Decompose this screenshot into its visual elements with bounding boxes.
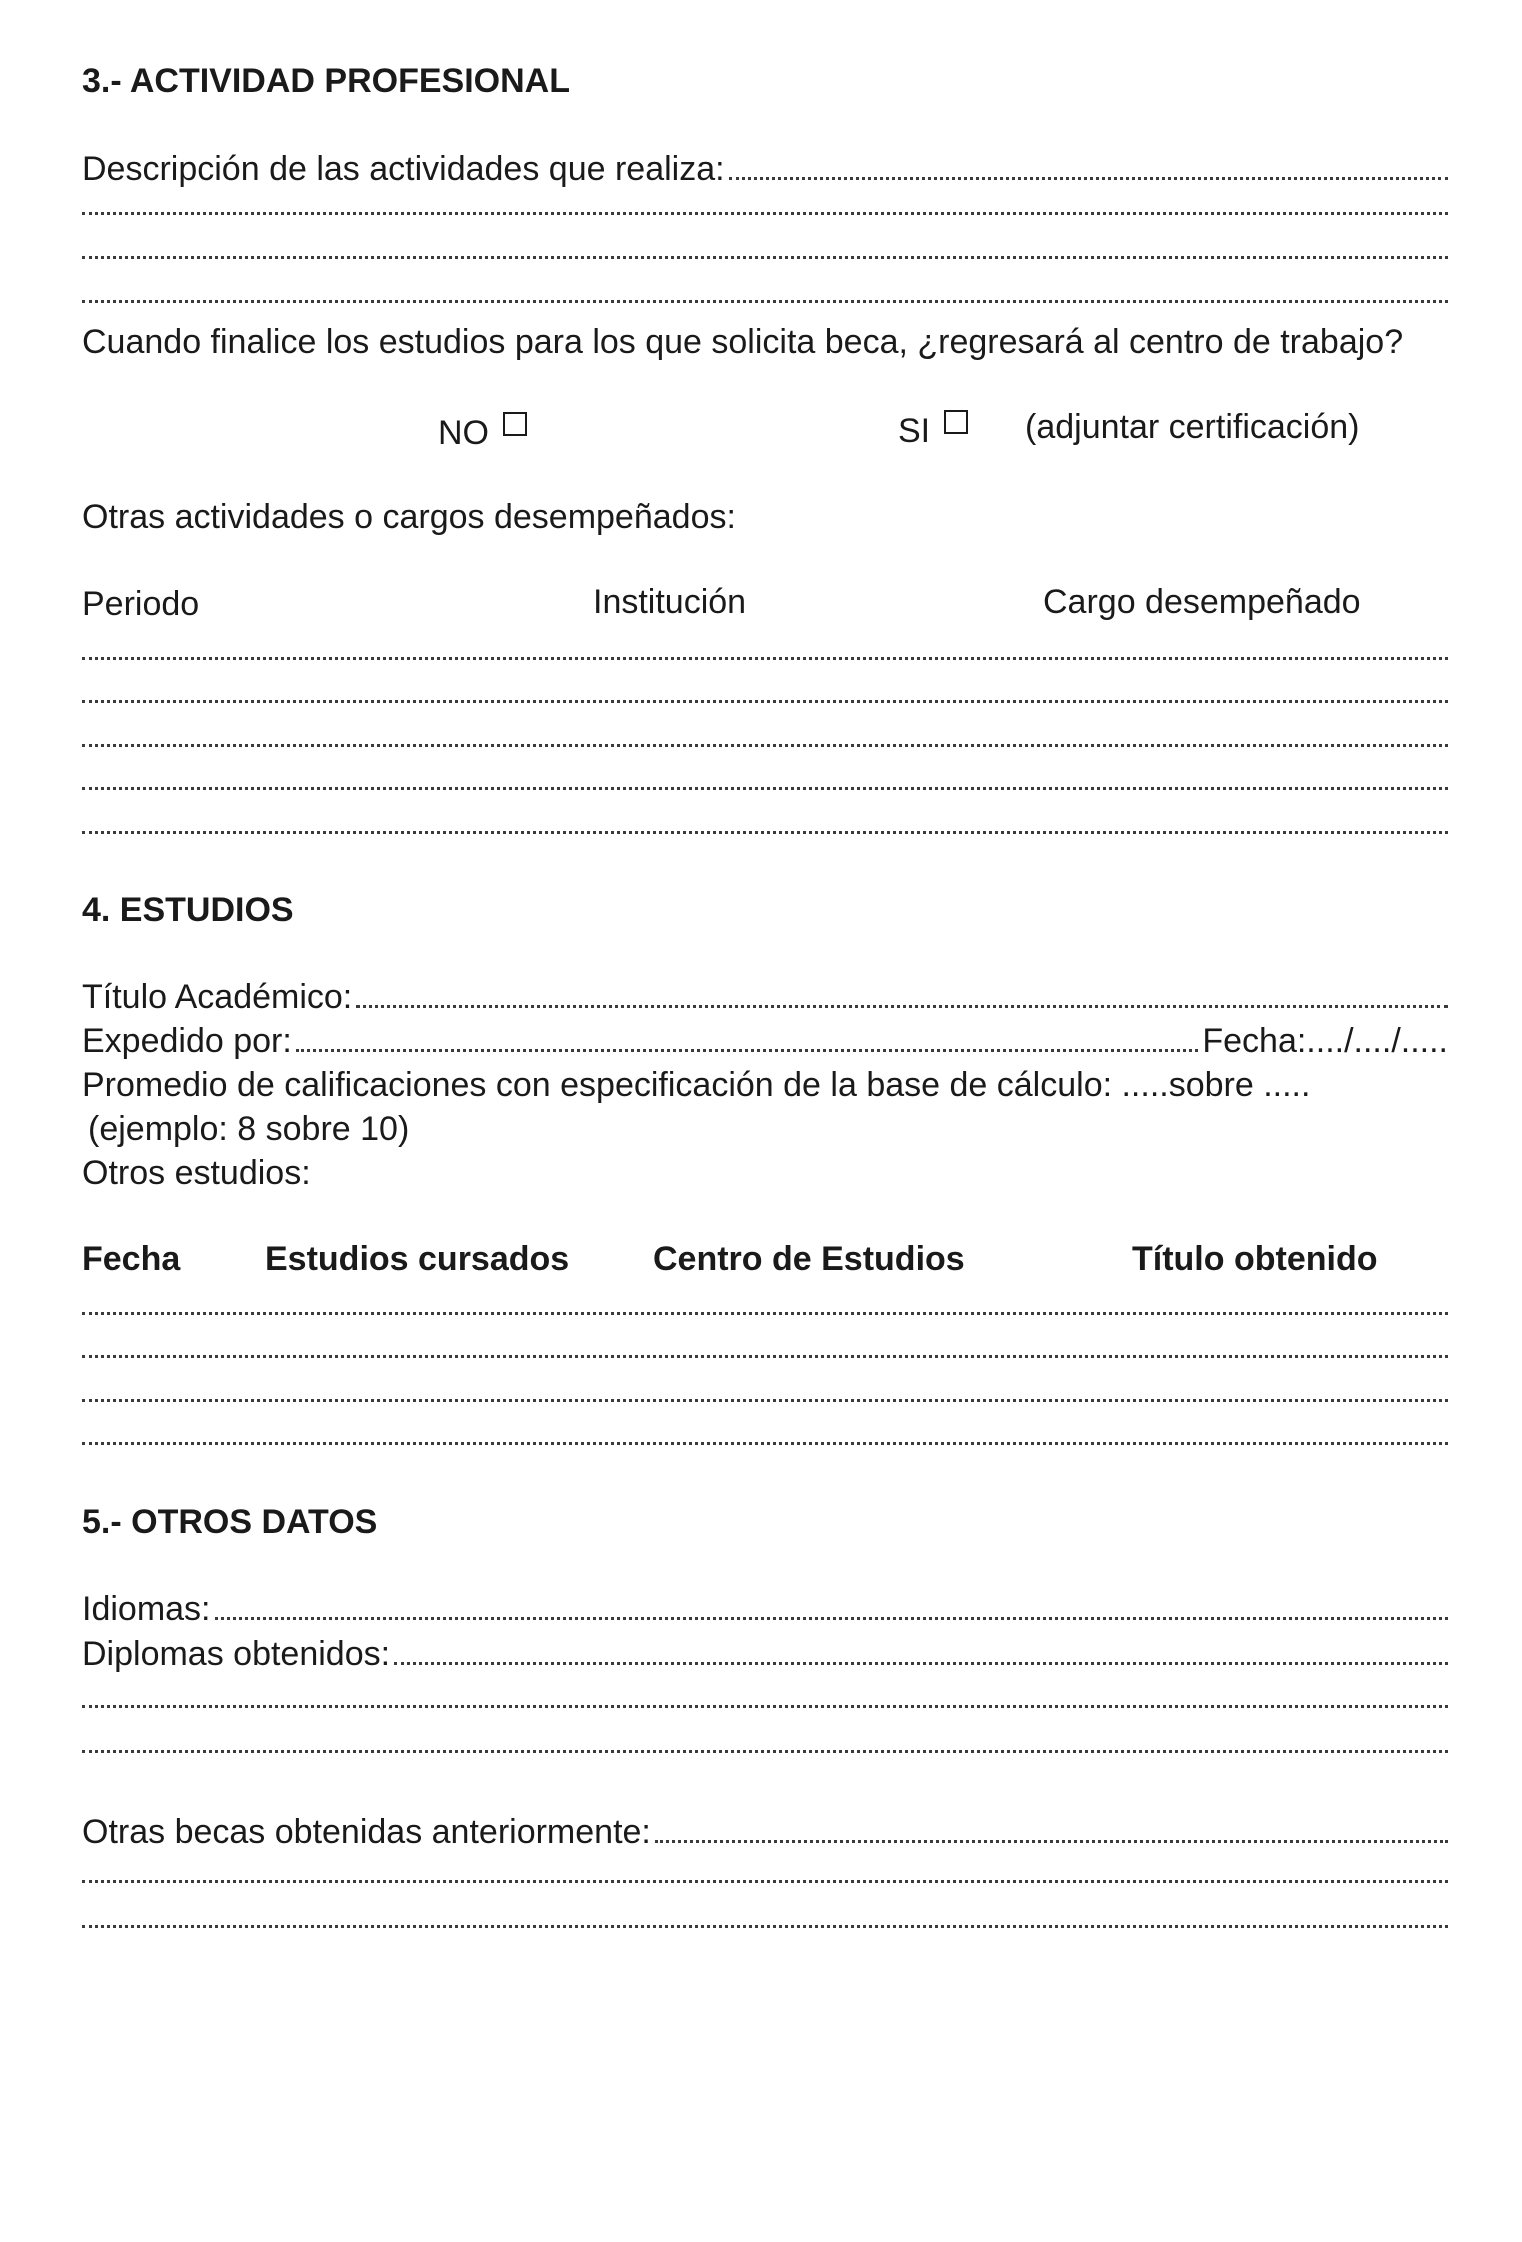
column-periodo: Periodo <box>82 585 200 623</box>
studies-row-line[interactable] <box>82 1355 1448 1358</box>
activity-row-line[interactable] <box>82 831 1448 834</box>
idiomas-field[interactable] <box>82 1592 1448 1626</box>
titulo-field[interactable] <box>82 980 1448 1014</box>
column-centro-estudios: Centro de Estudios <box>653 1240 965 1278</box>
description-line-3[interactable] <box>82 256 1448 259</box>
expedido-field[interactable] <box>82 1024 1448 1058</box>
return-question: Cuando finalice los estudios para los que solicita beca, ¿regresará al centro de trabajo? <box>82 323 1404 361</box>
becas-line-2[interactable] <box>82 1880 1448 1883</box>
section-5-title: 5.- OTROS DATOS <box>82 1503 378 1541</box>
activity-row-line[interactable] <box>82 657 1448 660</box>
option-no-label: NO <box>438 414 489 452</box>
studies-row-line[interactable] <box>82 1399 1448 1402</box>
idiomas-label: Idiomas: <box>82 1590 211 1628</box>
diplomas-line-2[interactable] <box>82 1705 1448 1708</box>
expedido-label: Expedido por: <box>82 1022 292 1060</box>
option-si[interactable] <box>898 410 968 448</box>
column-titulo-obtenido: Título obtenido <box>1132 1240 1378 1278</box>
becas-line[interactable] <box>655 1840 1448 1843</box>
becas-line-3[interactable] <box>82 1925 1448 1928</box>
titulo-line[interactable] <box>356 1005 1448 1008</box>
diplomas-line[interactable] <box>394 1662 1448 1665</box>
ejemplo-text: (ejemplo: 8 sobre 10) <box>88 1110 410 1148</box>
description-label: Descripción de las actividades que realiza: <box>82 150 725 188</box>
column-institucion: Institución <box>593 583 747 621</box>
section-4-title: 4. ESTUDIOS <box>82 891 294 929</box>
studies-row-line[interactable] <box>82 1312 1448 1315</box>
activity-row-line[interactable] <box>82 700 1448 703</box>
activity-row-line[interactable] <box>82 744 1448 747</box>
diplomas-label: Diplomas obtenidos: <box>82 1635 391 1673</box>
diplomas-line-3[interactable] <box>82 1750 1448 1753</box>
studies-row-line[interactable] <box>82 1442 1448 1445</box>
description-line-4[interactable] <box>82 300 1448 303</box>
becas-field[interactable] <box>82 1815 1448 1849</box>
activity-row-line[interactable] <box>82 787 1448 790</box>
column-fecha: Fecha <box>82 1240 181 1278</box>
option-no[interactable] <box>438 412 527 450</box>
column-cargo: Cargo desempeñado <box>1043 583 1361 621</box>
idiomas-line[interactable] <box>215 1617 1449 1620</box>
otros-estudios-label: Otros estudios: <box>82 1154 311 1192</box>
section-3-title: 3.- ACTIVIDAD PROFESIONAL <box>82 62 570 100</box>
diplomas-field[interactable] <box>82 1637 1448 1671</box>
no-checkbox[interactable] <box>503 412 527 436</box>
promedio-label: Promedio de calificaciones con especificación de la base de cálculo: .....sobre ..... <box>82 1066 1311 1104</box>
description-field[interactable] <box>82 152 1448 186</box>
column-estudios-cursados: Estudios cursados <box>265 1240 570 1278</box>
si-note: (adjuntar certificación) <box>1025 408 1360 446</box>
description-line-2[interactable] <box>82 212 1448 215</box>
si-checkbox[interactable] <box>944 410 968 434</box>
fecha-label: Fecha:..../..../..... <box>1202 1022 1448 1060</box>
titulo-label: Título Académico: <box>82 978 353 1016</box>
description-line[interactable] <box>729 177 1448 180</box>
becas-label: Otras becas obtenidas anteriormente: <box>82 1813 651 1851</box>
expedido-line[interactable] <box>296 1049 1199 1052</box>
other-activities-label: Otras actividades o cargos desempeñados: <box>82 498 736 536</box>
option-si-label: SI <box>898 412 931 450</box>
